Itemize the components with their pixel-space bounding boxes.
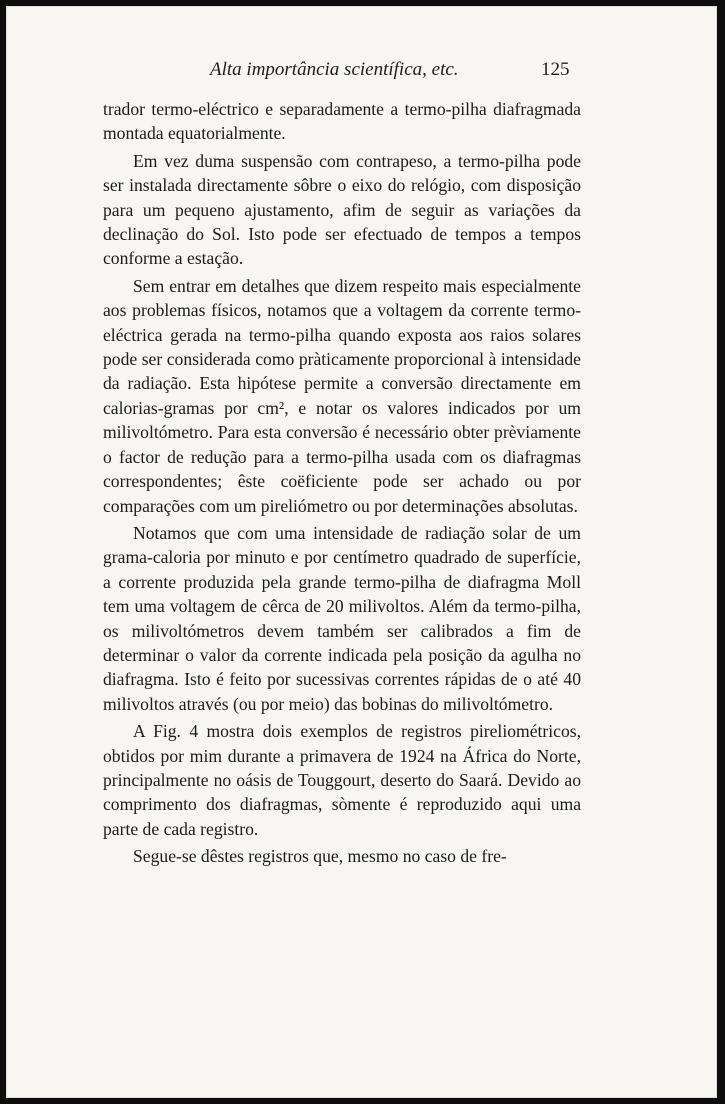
paragraph: Notamos que com uma intensidade de radiação solar de um grama-caloria por minuto e por centímetro quadrado de superfície, a corrente produzida pela grande termo-pilha de diafragma Moll tem uma voltagem de cêrca de 20 milivoltos. Além da termo-pilha, os milivoltómetros devem também ser calibrados a fim de determinar o valor da corrente indicada pela posição da agulha no diafragma. Isto é feito por sucessivas correntes rápidas de o até 40 milivoltos através (ou por meio) das bobinas do milivoltómetro. [103,522,581,714]
paragraph: Sem entrar em detalhes que dizem respeito mais especialmente aos problemas físicos, notamos que a voltagem da corrente termo-eléctrica gerada na termo-pilha quando exposta aos raios solares pode ser considerada como pràticamente proporcional à intensidade da radiação. Esta hipótese permite a conversão directamente em calorias-gramas por cm², e notar os valores indicados por um milivoltómetro. Para esta conversão é necessário obter prèviamente o factor de redução para a termo-pilha usada com os diafragmas correspondentes; êste coëficiente pode ser achado ou por comparações com um pireliómetro ou por determinações absolutas. [103,275,581,516]
paragraph: Em vez duma suspensão com contrapeso, a termo-pilha pode ser instalada directamente sôbre o eixo do relógio, com disposição para um pequeno ajustamento, afim de seguir as variações da declinação do Sol. Isto pode ser efectuado de tempos a tempos conforme a estação. [103,150,581,269]
body-text [103,97,581,869]
running-title: Alta importância scientífica, etc. [210,59,459,80]
paragraph: A Fig. 4 mostra dois exemplos de registros pireliométricos, obtidos por mim durante a primavera de 1924 na África do Norte, principalmente no oásis de Touggourt, deserto do Saará. Devido ao comprimento dos diafragmas, sòmente é reproduzido aqui uma parte de cada registro. [103,721,581,839]
paragraph-last: Segue-se dêstes registros que, mesmo no caso de fre- [133,846,507,867]
page-number: 125 [541,59,570,80]
book-page [6,6,717,1098]
paragraph-continued: trador termo-eléctrico e separadamente a termo-pilha diafragmada montada equatorialmente. [103,99,581,144]
running-head [7,59,716,89]
